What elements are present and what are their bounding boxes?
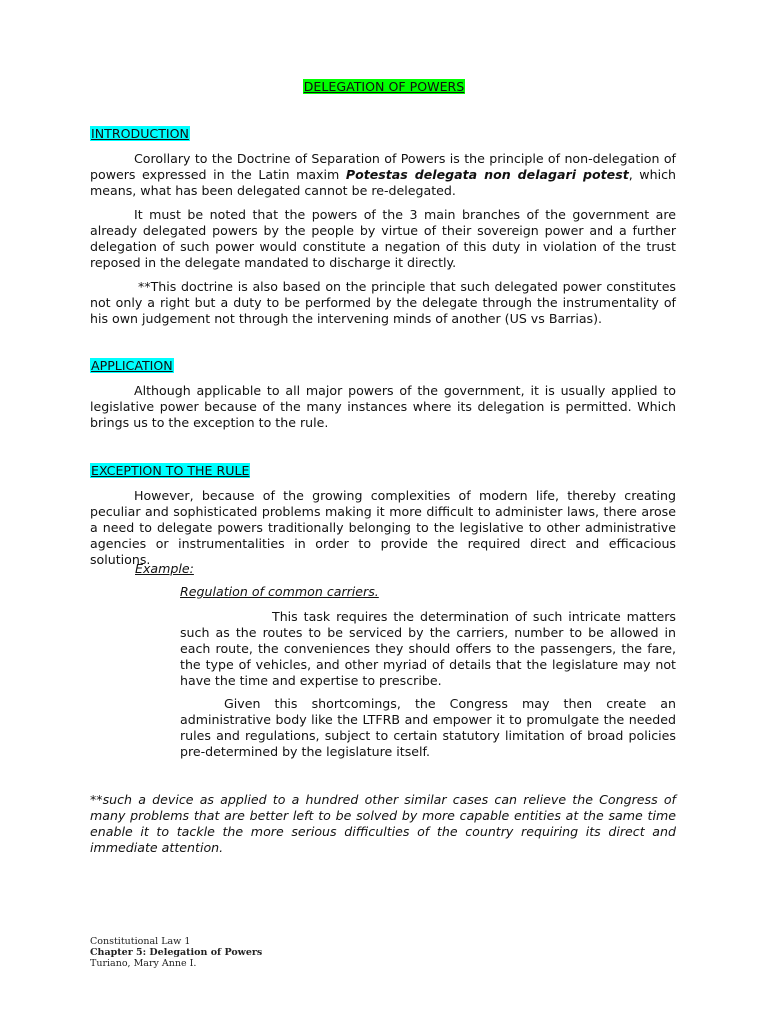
closing-note: **such a device as applied to a hundred other similar cases can relieve the Congress of many problems that are better left to be solved by more capable entities at the same time enable it to tackle the more serious difficulties of the country requiring its direct and immediate attention. <box>90 792 676 855</box>
exception-heading-wrap <box>90 463 250 479</box>
exception-p1-text: However, because of the growing complexities of modern life, thereby creating peculiar and sophisticated problems making it more difficult to administer laws, there arose a need to delegate powers traditionally belonging to the legislative to other administrative agencies or instrumentalities in order to provide the required direct and efficacious solutions. <box>90 488 676 567</box>
introduction-paragraph-2 <box>90 207 676 271</box>
introduction-p3-text: **This doctrine is also based on the principle that such delegated power constitutes not only a right but a duty to be performed by the delegate through the instrumentality of his own judgement not through the intervening minds of another (US vs Barrias). <box>90 279 676 326</box>
exception-paragraph-1 <box>90 488 676 568</box>
application-p1-text: Although applicable to all major powers of the government, it is usually applied to legislative power because of the many instances where its delegation is permitted. Which brings us to the exception to the rule. <box>90 383 676 430</box>
introduction-heading-wrap <box>90 126 190 142</box>
introduction-heading: INTRODUCTION <box>91 126 189 141</box>
introduction-p1-text-a: Corollary to the Doctrine of Separation of Powers is the principle of non-delegation of powers expressed in the Latin maxim <box>90 151 676 182</box>
example-p2-text: Given this shortcomings, the Congress may then create an administrative body like the LTFRB and empower it to promulgate the needed rules and regulations, subject to certain statutory limitation of broad policies pre-determined by the legislature itself. <box>180 696 676 759</box>
document-title-wrap <box>0 79 768 95</box>
example-paragraph-2 <box>180 696 676 760</box>
footer-chapter: Chapter 5: Delegation of Powers <box>90 947 263 958</box>
introduction-paragraph-3 <box>90 279 676 327</box>
example-p1-text: This task requires the determination of such intricate matters such as the routes to be serviced by the carriers, number to be allowed in each route, the conveniences they should offers to the passengers, the fare, the type of vehicles, and other myriad of details that the legislature may not have the time and expertise to prescribe. <box>180 609 676 688</box>
document-footer <box>90 936 262 969</box>
introduction-p2-text: It must be noted that the powers of the 3 main branches of the government are already delegated powers by the people by virtue of their sovereign power and a further delegation of such power would constitute a negation of this duty in violation of the trust reposed in the delegate mandated to discharge it directly. <box>90 207 676 270</box>
example-paragraph-1 <box>180 609 676 689</box>
latin-maxim: Potestas delegata non delagari potest <box>345 167 629 182</box>
example-label: Example: <box>135 561 194 576</box>
example-title: Regulation of common carriers. <box>180 584 379 599</box>
document-title: DELEGATION OF POWERS <box>303 79 465 94</box>
exception-heading: EXCEPTION TO THE RULE <box>91 463 250 478</box>
footer-author: Turiano, Mary Anne I. <box>90 958 197 969</box>
introduction-paragraph-1 <box>90 151 676 199</box>
application-heading-wrap <box>90 358 174 374</box>
introduction-p1-text-b: , which means, what has been delegated cannot be re-delegated. <box>90 167 676 198</box>
application-paragraph-1 <box>90 383 676 431</box>
footer-course: Constitutional Law 1 <box>90 936 191 947</box>
application-heading: APPLICATION <box>91 358 173 373</box>
